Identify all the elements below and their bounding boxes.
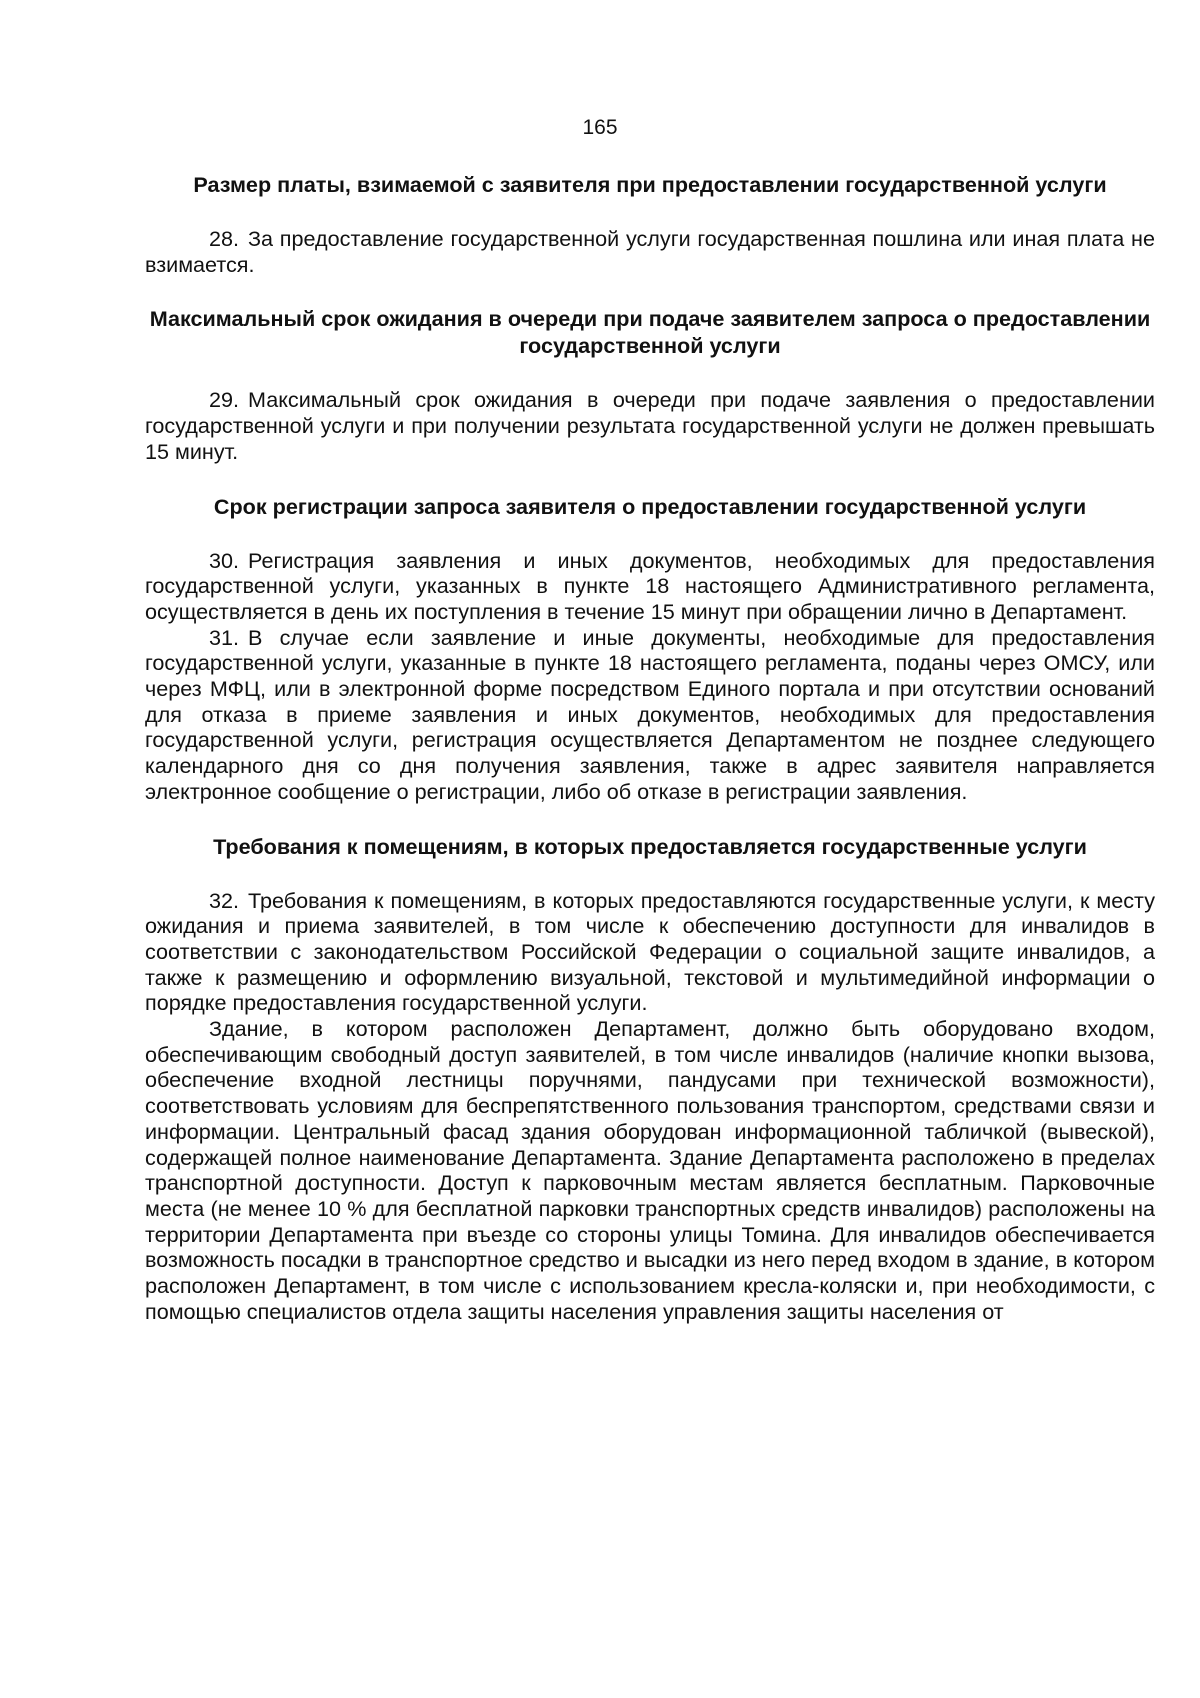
paragraph-30 — [145, 548, 1155, 625]
section-heading: Срок регистрации запроса заявителя о предоставлении государственной услуги — [213, 493, 1087, 519]
section-heading: Максимальный срок ожидания в очереди при подаче заявителем запроса о предоставлении государственной услуги — [149, 306, 1151, 359]
paragraph-text: Максимальный срок ожидания в очереди при подаче заявления о предоставлении государственной услуги и при получении результата государственной услуги не должен превышать 15 минут. — [145, 387, 1155, 464]
paragraph-number: 30. — [209, 547, 240, 573]
section-heading: Размер платы, взимаемой с заявителя при предоставлении государственной услуги — [193, 172, 1107, 197]
paragraph-number: 32. — [209, 887, 240, 913]
paragraph-28 — [145, 226, 1155, 277]
paragraph-32 — [145, 888, 1155, 1017]
paragraph-number: 29. — [209, 387, 240, 413]
paragraph-number: 28. — [209, 226, 240, 251]
paragraph-text: Регистрация заявления и иных документов, необходимых для предоставления государственной услуги, указанных в пункте 18 настоящего Административного регламента, осуществляется в день их поступления в течение 15 минут при обращении лично в Департамент. — [145, 547, 1155, 624]
document-body — [145, 171, 1155, 1325]
paragraph-text: В случае если заявление и иные документы, необходимые для предоставления государственной услуги, указанные в пункте 18 настоящего регламента, поданы через ОМСУ, или через МФЦ, или в электронной форме посредством Единого портала и при отсутствии оснований для отказа в приеме заявления и иных документов, необходимых для предоставления государственной услуги, регистрация осуществляется Департаментом не позднее следующего календарного дня со дня получения заявления, также в адрес заявителя направляется электронное сообщение о регистрации, либо об отказе в регистрации заявления. — [145, 624, 1155, 804]
paragraph-number: 31. — [209, 624, 240, 650]
paragraph-31 — [145, 625, 1155, 805]
paragraph-text: Требования к помещениям, в которых предоставляются государственные услуги, к месту ожидания и приема заявителей, в том числе к обеспечению доступности для инвалидов в соответствии с законодательством Российской Федерации о социальной защите инвалидов, а также к размещению и оформлению визуальной, текстовой и мультимедийной информации о порядке предоставления государственной услуги. — [145, 887, 1155, 1016]
paragraph-text: Здание, в котором расположен Департамент, должно быть оборудовано входом, обеспечивающим свободный доступ заявителей, в том числе инвалидов (наличие кнопки вызова, обеспечение входной лестницы поручнями, пандусами при технической возможности), соответствовать условиям для беспрепятственного пользования транспортом, средствами связи и информации. Центральный фасад здания оборудован информационной табличкой (вывеской), содержащей полное наименование Департамента. Здание Департамента расположено в пределах транспортной доступности. Доступ к парковочным местам является бесплатным. Парковочные места (не менее 10 % для бесплатной парковки транспортных средств инвалидов) расположены на территории Департамента при въезде со стороны улицы Томина. Для инвалидов обеспечивается возможность посадки в транспортное средство и высадки из него перед входом в здание, в котором расположен Департамент, в том числе с использованием кресла-коляски и, при необходимости, с помощью специалистов отдела защиты населения управления защиты населения от — [145, 1016, 1155, 1324]
page-number: 165 — [582, 116, 618, 139]
paragraph-29 — [145, 387, 1155, 464]
paragraph-text: За предоставление государственной услуги государственная пошлина или иная плата не взимается. — [145, 226, 1155, 277]
section-heading: Требования к помещениям, в которых предоставляется государственные услуги — [213, 833, 1087, 859]
paragraph-building — [145, 1016, 1155, 1324]
